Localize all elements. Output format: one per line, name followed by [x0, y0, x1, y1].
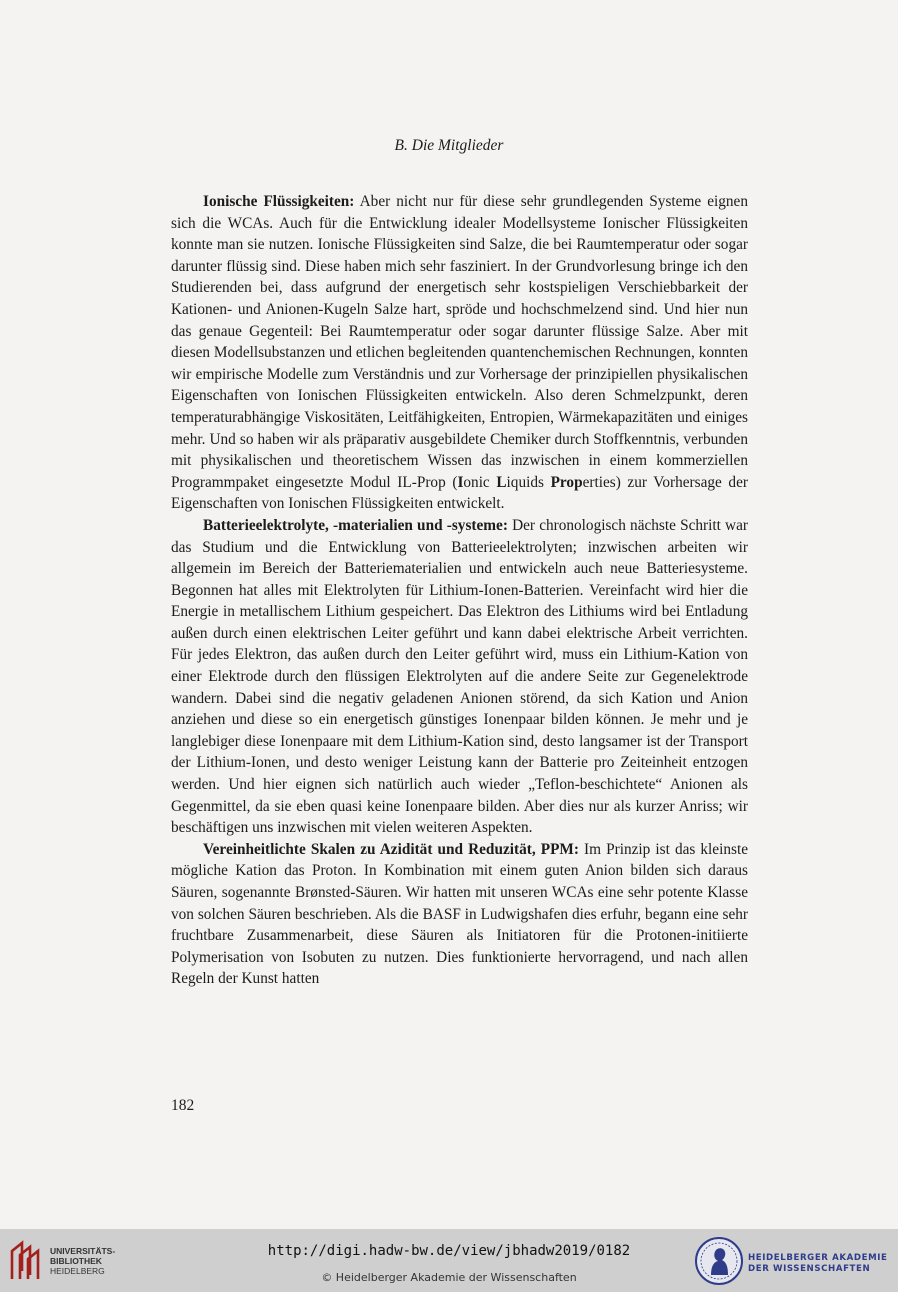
permalink-url[interactable]: http://digi.hadw-bw.de/view/jbhadw2019/0182: [267, 1243, 631, 1259]
paragraph-text: Im Prinzip ist das kleinste mögliche Kation das Proton. In Kombination mit einem guten Anion bilden sich daraus Säuren, sogenannte Brønsted-Säuren. Wir hatten mit unseren WCAs eine sehr potente Klasse von solchen Säuren beschrieben. Als die BASF in Ludwigshafen dies erfuhr, begann eine sehr fruchtbare Zusammenarbeit, diese Säuren als Initiatoren für die Protonen-initiierte Polymerisation von Isobuten zu nutzen. Dies funktionierte hervorragend, und nach allen Regeln der Kunst hatten: [171, 840, 748, 988]
academy-seal-icon: [694, 1235, 744, 1287]
paragraph-text: erties) zur Vorhersage der Eigenschaften von Ionischen Flüssigkeiten entwickelt.: [171, 473, 748, 513]
ub-logo-line: BIBLIOTHEK: [50, 1256, 102, 1266]
academy-logo-line: HEIDELBERGER AKADEMIE: [748, 1253, 888, 1263]
running-header: B. Die Mitglieder: [394, 137, 504, 154]
acronym-letter: Prop: [550, 473, 583, 491]
paragraph-text: Der chronologisch nächste Schritt war das Studium und die Entwicklung von Batterieelektrolyten; inzwischen arbeiten wir allgemein im Bereich der Batteriematerialien und entwickeln auch neue Batteriesysteme. Begonnen hat alles mit Elektrolyten für Lithium-Ionen-Batterien. Vereinfacht wird hier die Energie in metallischem Lithium gespeichert. Das Elektron des Lithiums wird bei Entladung außen durch einen elektrischen Leiter geführt und kann dabei elektrische Arbeit verrichten. Für jedes Elektron, das außen durch den Leiter geführt wird, muss ein Lithium-Kation von einer Elektrode durch den flüssigen Elektrolyten auf die andere Seite zur Gegenelektrode wandern. Dabei sind die negativ geladenen Anionen störend, da sich Kation und Anion anziehen und diese so ein energetisch günstiges Ionenpaar bilden können. Je mehr und je langlebiger diese Ionenpaare mit dem Lithium-Kation sind, desto langsamer ist der Transport der Lithium-Ionen, und desto weniger Leistung kann der Batterie pro Zeiteinheit entzogen werden. Und hier eignen sich natürlich auch wieder „Teflon-beschichtete“ Anionen als Gegenmittel, da sie eben quasi keine Ionenpaare bilden. Aber dies nur als kurzer Anriss; wir beschäftigen uns inzwischen mit vielen weiteren Aspekten.: [171, 516, 748, 837]
ub-logo-line: UNIVERSITÄTS-: [50, 1246, 116, 1256]
paragraph-acidity-scales: [171, 839, 748, 990]
section-heading: Batterieelektrolyte, -materialien und -systeme:: [203, 516, 508, 534]
body-text: [171, 191, 748, 990]
academy-logo-line: DER WISSENSCHAFTEN: [748, 1264, 871, 1274]
section-heading: Ionische Flüssigkeiten:: [203, 193, 355, 210]
ub-logo-line: HEIDELBERG: [50, 1266, 105, 1276]
acronym-letter: L: [496, 473, 507, 491]
acronym-letter: I: [457, 473, 464, 491]
paragraph-text: Aber nicht nur für diese sehr grundlegenden Systeme eignen sich die WCAs. Auch für die Entwicklung idealer Modellsysteme Ionischer Flüssigkeiten konnte man sie nutzen. Ionische Flüssigkeiten sind Salze, die bei Raumtemperatur oder sogar darunter flüssig sind. Diese haben mich sehr fasziniert. In der Grundvorlesung bringe ich den Studierenden bei, dass aufgrund der energetisch sehr kostspieligen Verschiebbarkeit der Kationen- und Anionen-Kugeln Salze hart, spröde und hochschmelzend sind. Und hier nun das genaue Gegenteil: Bei Raumtemperatur oder sogar darunter flüssige Salze. Aber mit diesen Modellsubstanzen und etlichen begleitenden quantenchemischen Rechnungen, konnten wir empirische Modelle zum Verständnis und zur Vorhersage der prinzipiellen physikalischen Eigenschaften von Ionischen Flüssigkeiten entwickeln. Also deren Schmelzpunkt, deren temperaturabhängige Viskositäten, Leitfähigkeiten, Entropien, Wärmekapazitäten und einiges mehr. Und so haben wir als präparativ ausgebildete Chemiker durch Stoffkenntnis, verbunden mit physikalischen und theoretischem Wissen das inzwischen in einem kommerziellen Programmpaket eingesetzte Modul IL-Prop (: [171, 193, 748, 491]
paragraph-battery: [171, 515, 748, 839]
page-number: 182: [171, 1097, 195, 1114]
paragraph-text: iquids: [506, 473, 551, 491]
paragraph-ionic-liquids: [171, 191, 748, 515]
copyright-notice: © Heidelberger Akademie der Wissenschaften: [321, 1271, 577, 1284]
paragraph-text: onic: [463, 473, 497, 491]
viewer-footer: [0, 1229, 898, 1292]
section-heading: Vereinheitlichte Skalen zu Azidität und Reduzität, PPM:: [203, 840, 579, 858]
academy-logo[interactable]: [694, 1235, 894, 1287]
